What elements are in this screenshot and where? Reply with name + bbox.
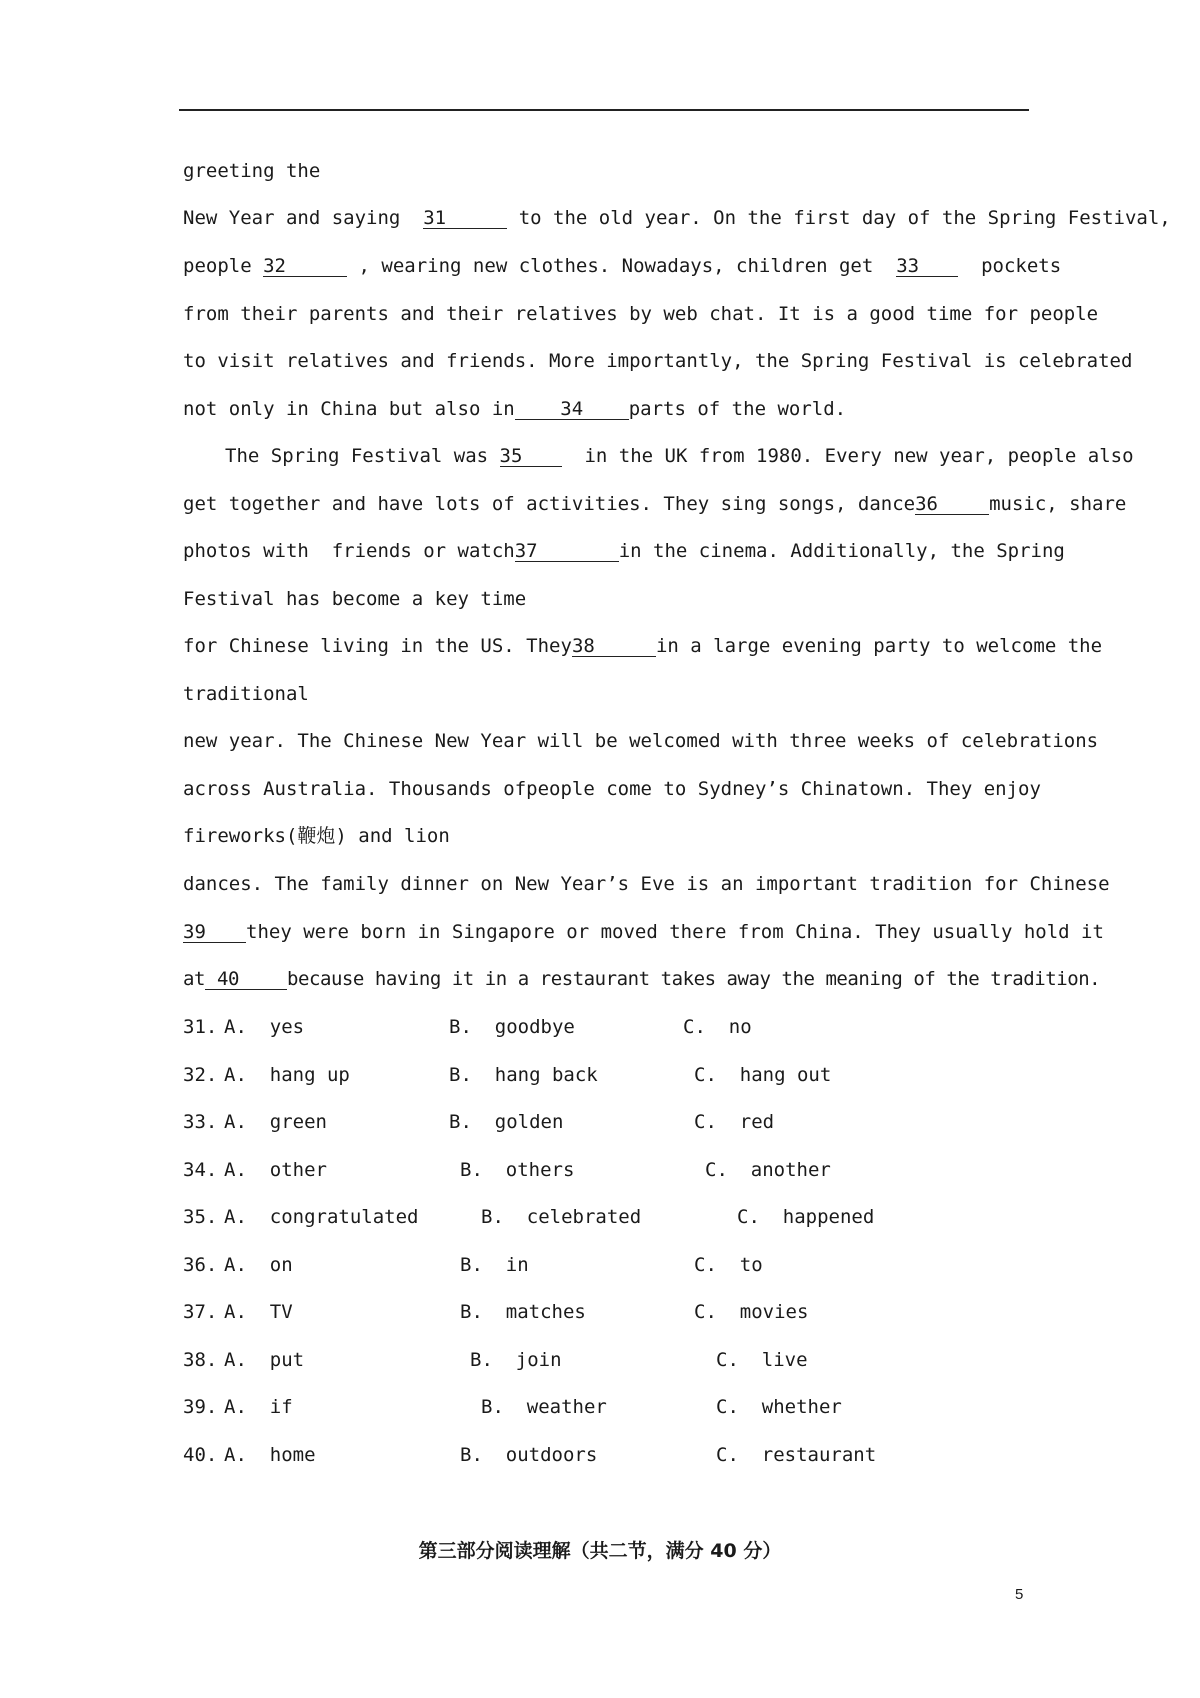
passage-line — [183, 729, 1099, 753]
option-b: B. celebrated — [481, 1206, 642, 1228]
option-a: A. green — [224, 1111, 327, 1133]
passage-line — [183, 349, 1133, 373]
option-a: A. hang up — [224, 1064, 350, 1086]
passage-text: in the UK from 1980. Every new year, people also — [573, 445, 1134, 467]
passage-text: The Spring Festival was — [225, 445, 500, 467]
option-a: A. if — [224, 1396, 293, 1418]
question-number: 40. — [183, 1444, 218, 1466]
passage-text: fireworks(鞭炮) and lion — [183, 825, 450, 847]
option-a: A. TV — [224, 1301, 293, 1323]
passage-text: for Chinese living in the US. They — [183, 635, 572, 657]
passage-line — [183, 824, 1026, 848]
passage-text: photos with friends or watch — [183, 540, 515, 562]
question-number: 35. — [183, 1206, 218, 1228]
blank-31: 31 — [423, 208, 507, 229]
passage-text: at — [183, 968, 205, 990]
option-c: C. to — [694, 1254, 763, 1276]
option-b: B. outdoors — [460, 1444, 598, 1466]
option-c: C. no — [683, 1016, 752, 1038]
passage-text: music, share — [989, 493, 1127, 515]
passage-text: , wearing new clothes. Nowadays, children get — [358, 255, 885, 277]
passage-line — [183, 302, 1099, 326]
passage-text: because having it in a restaurant takes away the meaning of the tradition. — [286, 968, 1101, 990]
blank-36: 36 — [915, 494, 989, 515]
passage-text: not only in China but also in — [183, 398, 515, 420]
passage-line — [183, 206, 1171, 230]
option-b: B. in — [460, 1254, 529, 1276]
passage-line — [183, 872, 1110, 896]
page-number: 5 — [1015, 1586, 1024, 1603]
passage-text: people — [183, 255, 252, 277]
section-title: 第三部分阅读理解（共二节，满分 40 分） — [418, 1540, 782, 1562]
option-a: A. on — [224, 1254, 293, 1276]
passage-text: parts of the world. — [628, 398, 847, 420]
option-a: A. home — [224, 1444, 316, 1466]
question-number: 32. — [183, 1064, 218, 1086]
blank-35: 35 — [500, 446, 562, 467]
passage-text: to visit relatives and friends. More importantly, the Spring Festival is celebrated — [183, 350, 1133, 372]
option-b: B. weather — [481, 1396, 607, 1418]
blank-34: 34 — [515, 399, 629, 420]
passage-text: across Australia. Thousands ofpeople come to Sydney’s Chinatown. They enjoy — [183, 778, 1041, 800]
option-b: B. join — [470, 1349, 562, 1371]
passage-text: dances. The family dinner on New Year’s Eve is an important tradition for Chinese — [183, 873, 1110, 895]
passage-line — [183, 254, 1062, 278]
passage-line — [183, 920, 1104, 944]
passage-text: new year. The Chinese New Year will be welcomed with three weeks of celebrations — [183, 730, 1099, 752]
question-number: 38. — [183, 1349, 218, 1371]
question-number: 37. — [183, 1301, 218, 1323]
option-a: A. yes — [224, 1016, 305, 1038]
passage-line — [183, 159, 1026, 183]
blank-39: 39 — [183, 922, 246, 943]
passage-text: greeting the — [183, 160, 321, 182]
question-number: 33. — [183, 1111, 218, 1133]
blank-33: 33 — [896, 256, 958, 277]
option-c: C. live — [716, 1349, 808, 1371]
option-c: C. whether — [716, 1396, 842, 1418]
option-b: B. goodbye — [449, 1016, 575, 1038]
passage-text: New Year and saying — [183, 207, 412, 229]
passage-text: in a large evening party to welcome the — [655, 635, 1103, 657]
passage-line — [183, 634, 1103, 658]
passage-text: Festival has become a key time — [183, 588, 527, 610]
passage-text: get together and have lots of activities. They sing songs, dance — [183, 493, 916, 515]
passage-text: to the old year. On the first day of the Spring Festival, — [518, 207, 1171, 229]
option-c: C. movies — [694, 1301, 809, 1323]
option-c: C. another — [705, 1159, 831, 1181]
option-b: B. others — [460, 1159, 575, 1181]
option-c: C. restaurant — [716, 1444, 877, 1466]
passage-text: in the cinema. Additionally, the Spring — [618, 540, 1065, 562]
passage-text: pockets — [969, 255, 1062, 277]
passage-line — [183, 682, 1026, 706]
question-number: 36. — [183, 1254, 218, 1276]
option-a: A. other — [224, 1159, 327, 1181]
option-b: B. golden — [449, 1111, 564, 1133]
passage-line — [183, 539, 1065, 563]
option-a: A. put — [224, 1349, 305, 1371]
passage-line — [183, 492, 1127, 516]
blank-37: 37 — [515, 541, 619, 562]
header-rule — [179, 109, 1029, 111]
question-number: 39. — [183, 1396, 218, 1418]
passage-line — [183, 397, 1026, 421]
passage-text: they were born in Singapore or moved there from China. They usually hold it — [246, 921, 1104, 943]
passage-line — [225, 444, 1134, 468]
passage-line — [183, 587, 1026, 611]
option-c: C. hang out — [694, 1064, 832, 1086]
question-number: 34. — [183, 1159, 218, 1181]
passage-line — [183, 967, 1101, 991]
passage-text: from their parents and their relatives by web chat. It is a good time for people — [183, 303, 1099, 325]
blank-32: 32 — [263, 256, 347, 277]
option-c: C. red — [694, 1111, 775, 1133]
option-c: C. happened — [737, 1206, 875, 1228]
passage-line — [183, 777, 1041, 801]
blank-38: 38 — [572, 636, 656, 657]
option-a: A. congratulated — [224, 1206, 419, 1228]
option-b: B. hang back — [449, 1064, 598, 1086]
question-number: 31. — [183, 1016, 218, 1038]
option-b: B. matches — [460, 1301, 586, 1323]
passage-text: traditional — [183, 683, 309, 705]
blank-40: 40 — [205, 969, 287, 990]
